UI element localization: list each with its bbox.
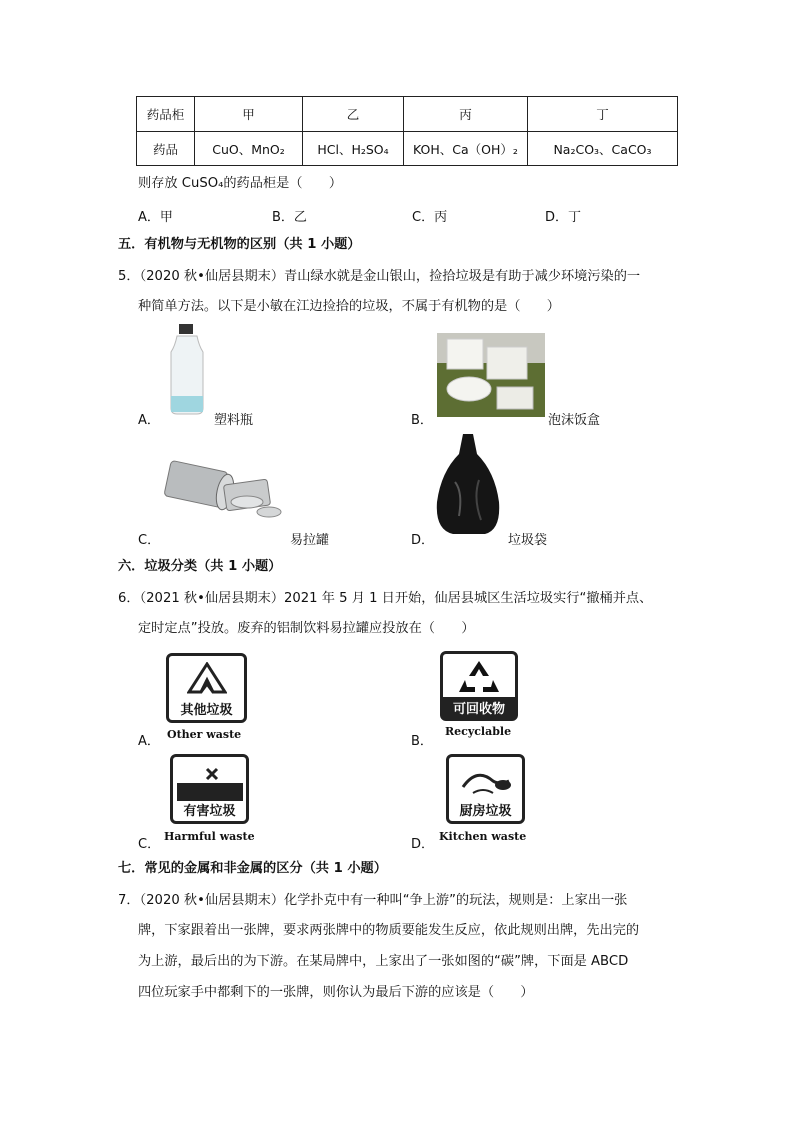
q5-option-d-caption: 垃圾袋	[508, 533, 548, 548]
table-cell: Na₂CO₃、CaCO₃	[528, 132, 678, 166]
q5-option-c-caption: 易拉罐	[290, 533, 330, 548]
medicine-cabinet-table	[136, 96, 678, 166]
q6-option-d-letter: D．	[411, 837, 435, 852]
q4-option-b: B．乙	[272, 210, 307, 225]
question-6-line: 6．（2021 秋•仙居县期末）2021 年 5 月 1 日开始，仙居县城区生活垃圾实行“撤桶并点、	[118, 591, 653, 606]
section-7-title: 七．常见的金属和非金属的区分（共 1 小题）	[118, 861, 387, 876]
q4-option-a: A．甲	[138, 210, 173, 225]
table-cell: 药品	[137, 132, 195, 166]
harmful-waste-sign	[170, 754, 249, 824]
recyclable-sign-label: 可回收物	[443, 697, 515, 718]
q6-option-c-letter: C．	[138, 837, 161, 852]
harmful-waste-icon	[177, 761, 243, 801]
foam-box-image	[437, 333, 545, 417]
table-header-cell: 丙	[404, 97, 528, 132]
q6-option-a-caption: Other waste	[167, 728, 242, 741]
q6-option-a-letter: A．	[138, 734, 160, 749]
q4-option-c: C．丙	[412, 210, 448, 225]
q5-option-a-caption: 塑料瓶	[214, 413, 254, 428]
table-cell: KOH、Ca（OH）₂	[404, 132, 528, 166]
section-5-title: 五．有机物与无机物的区别（共 1 小题）	[118, 237, 361, 252]
recycle-icon	[457, 658, 501, 698]
table-header-cell: 乙	[303, 97, 404, 132]
question-7-line: 四位玩家手中都剩下的一张牌，则你认为最后下游的应该是（ ）	[138, 985, 534, 1000]
kitchen-waste-sign	[446, 754, 525, 824]
q5-option-b-caption: 泡沫饭盒	[548, 413, 601, 428]
q4-option-d: D．丁	[545, 210, 582, 225]
q6-option-b-caption: Recyclable	[445, 725, 512, 738]
question-7-line: 牌，下家跟着出一张牌，要求两张牌中的物质要能发生反应，依此规则出牌，先出完的	[138, 923, 640, 938]
q5-option-a-letter: A．	[138, 413, 160, 428]
question-6-line: 定时定点”投放。废弃的铝制饮料易拉罐应投放在（ ）	[138, 621, 475, 636]
section-6-title: 六．垃圾分类（共 1 小题）	[118, 559, 282, 574]
question-5-line: 种简单方法。以下是小敏在江边捡拾的垃圾，不属于有机物的是（ ）	[138, 299, 560, 314]
q5-option-b-letter: B．	[411, 413, 433, 428]
other-waste-icon	[187, 662, 227, 698]
can-image	[163, 458, 285, 522]
q6-option-b-letter: B．	[411, 734, 433, 749]
question-7-line: 为上游，最后出的为下游。在某局牌中，上家出了一张如图的“碳”牌，下面是 ABCD	[138, 954, 629, 969]
plastic-bottle-image	[165, 322, 209, 416]
question-7-line: 7．（2020 秋•仙居县期末）化学扑克中有一种叫“争上游”的玩法，规则是：上家出一张	[118, 893, 628, 908]
q6-option-c-caption: Harmful waste	[164, 830, 255, 843]
table-cell: HCl、H₂SO₄	[303, 132, 404, 166]
table-header-cell: 甲	[195, 97, 303, 132]
q5-option-c-letter: C．	[138, 533, 161, 548]
q5-option-d-letter: D．	[411, 533, 435, 548]
kitchen-waste-sign-label: 厨房垃圾	[459, 804, 512, 819]
kitchen-waste-icon	[459, 763, 515, 799]
question-4-stem: 则存放 CuSO₄的药品柜是（ ）	[138, 176, 343, 191]
table-header-cell: 药品柜	[137, 97, 195, 132]
garbage-bag-image	[433, 432, 503, 538]
other-waste-sign-label: 其他垃圾	[180, 703, 233, 718]
q6-option-d-caption: Kitchen waste	[439, 830, 527, 843]
other-waste-sign	[166, 653, 247, 723]
table-cell: CuO、MnO₂	[195, 132, 303, 166]
question-5-line: 5．（2020 秋•仙居县期末）青山绿水就是金山银山，捡拾垃圾是有助于减少环境污染的一	[118, 269, 641, 284]
recyclable-sign	[440, 651, 518, 721]
table-header-cell: 丁	[528, 97, 678, 132]
harmful-waste-sign-label: 有害垃圾	[183, 804, 236, 819]
